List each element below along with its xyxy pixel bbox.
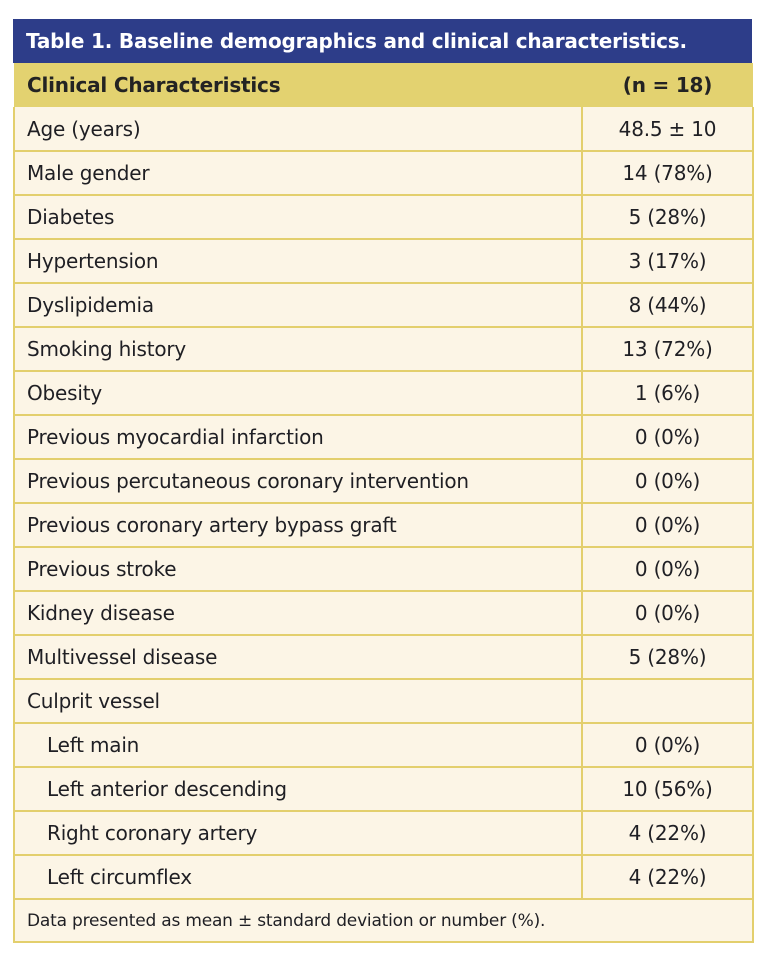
table-row: [14, 503, 753, 547]
table-row: [14, 327, 753, 371]
table-row-subitem: [14, 855, 753, 899]
row-value: 1 (6%): [582, 371, 753, 415]
table-row: [14, 283, 753, 327]
row-value: 10 (56%): [582, 767, 753, 811]
column-header-characteristics: Clinical Characteristics: [14, 63, 582, 107]
table-row: [14, 107, 753, 151]
table-title: Table 1. Baseline demographics and clinical characteristics.: [13, 19, 752, 63]
table-row: [14, 195, 753, 239]
row-label: Multivessel disease: [14, 635, 582, 679]
row-label: Kidney disease: [14, 591, 582, 635]
row-value: 4 (22%): [582, 855, 753, 899]
row-value: 0 (0%): [582, 591, 753, 635]
row-value: 13 (72%): [582, 327, 753, 371]
footnote-row: [14, 899, 753, 942]
row-label: Smoking history: [14, 327, 582, 371]
row-value: [582, 679, 753, 723]
header-row: [14, 63, 753, 107]
row-value: 5 (28%): [582, 195, 753, 239]
row-label: Hypertension: [14, 239, 582, 283]
row-value: 0 (0%): [582, 459, 753, 503]
row-value: 0 (0%): [582, 503, 753, 547]
row-label: Left anterior descending: [14, 767, 582, 811]
table-row: [14, 151, 753, 195]
row-label: Left circumflex: [14, 855, 582, 899]
row-label: Previous percutaneous coronary intervention: [14, 459, 582, 503]
row-label: Previous coronary artery bypass graft: [14, 503, 582, 547]
table-row: [14, 635, 753, 679]
row-label: Culprit vessel: [14, 679, 582, 723]
row-label: Previous stroke: [14, 547, 582, 591]
row-label: Dyslipidemia: [14, 283, 582, 327]
row-label: Diabetes: [14, 195, 582, 239]
data-table: [13, 63, 754, 943]
table-row-subitem: [14, 767, 753, 811]
table-row: [14, 415, 753, 459]
baseline-characteristics-table: [13, 19, 752, 943]
row-value: 4 (22%): [582, 811, 753, 855]
table-row: [14, 371, 753, 415]
row-label: Right coronary artery: [14, 811, 582, 855]
table-row-subitem: [14, 811, 753, 855]
column-header-n: (n = 18): [582, 63, 753, 107]
row-label: Left main: [14, 723, 582, 767]
row-label: Male gender: [14, 151, 582, 195]
table-row-group-heading: [14, 679, 753, 723]
row-label: Obesity: [14, 371, 582, 415]
table-row: [14, 459, 753, 503]
row-value: 3 (17%): [582, 239, 753, 283]
row-value: 48.5 ± 10: [582, 107, 753, 151]
row-value: 5 (28%): [582, 635, 753, 679]
row-label: Age (years): [14, 107, 582, 151]
row-value: 0 (0%): [582, 547, 753, 591]
row-value: 0 (0%): [582, 723, 753, 767]
row-label: Previous myocardial infarction: [14, 415, 582, 459]
table-footnote: Data presented as mean ± standard deviation or number (%).: [14, 899, 753, 942]
row-value: 0 (0%): [582, 415, 753, 459]
table-row-subitem: [14, 723, 753, 767]
row-value: 8 (44%): [582, 283, 753, 327]
row-value: 14 (78%): [582, 151, 753, 195]
table-row: [14, 239, 753, 283]
table-row: [14, 591, 753, 635]
table-row: [14, 547, 753, 591]
